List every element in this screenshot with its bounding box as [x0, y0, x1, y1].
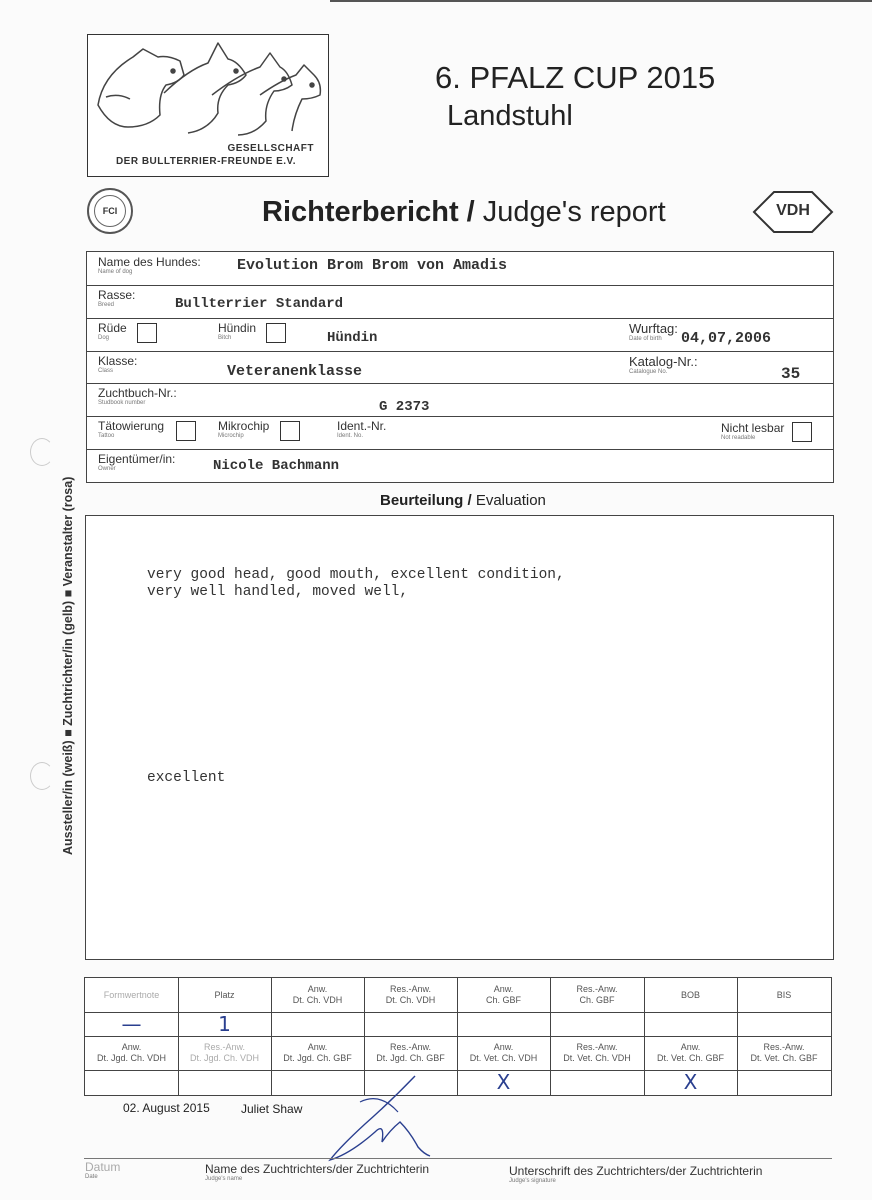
sex-value[interactable]: Hündin — [327, 330, 378, 346]
dob-value[interactable]: 04,07,2006 — [681, 330, 772, 347]
evaluation-heading-light: Evaluation — [471, 492, 546, 509]
evaluation-text-line1: very good head, good mouth, excellent condition, — [147, 567, 565, 583]
evaluation-text-line2: very well handled, moved well, — [147, 584, 409, 600]
row1-value-3[interactable] — [364, 1012, 457, 1036]
fci-icon: FCI — [102, 206, 118, 216]
studbook-value[interactable]: G 2373 — [379, 399, 430, 415]
row1-value-1[interactable]: 1 — [218, 1011, 231, 1036]
report-title-light: Judge's report — [474, 196, 666, 228]
footer-judge-label: Name des Zuchtrichters/der Zuchtrichterin Judge's name — [205, 1162, 430, 1182]
footer-date-value: 02. August 2015 — [123, 1101, 210, 1115]
row2-header-5: Res.-Anw. Dt. Vet. Ch. VDH — [563, 1042, 631, 1063]
scan-top-edge — [330, 0, 872, 2]
class-label: Klasse: Class — [98, 354, 138, 374]
microchip-checkbox[interactable] — [280, 421, 300, 441]
studbook-label: Zuchtbuch-Nr.: Studbook number — [98, 386, 177, 406]
breed-label: Rasse: Breed — [98, 288, 136, 308]
evaluation-heading — [380, 492, 546, 509]
evaluation-grade: excellent — [147, 770, 226, 786]
footer-line — [84, 1158, 832, 1159]
bullterrier-heads-icon — [88, 35, 328, 145]
evaluation-box[interactable] — [85, 515, 834, 960]
report-title — [262, 196, 666, 229]
dog-checkbox[interactable] — [137, 323, 157, 343]
row1-header-4: Anw. Ch. GBF — [485, 984, 521, 1005]
unreadable-label: Nicht lesbar Not readable — [721, 421, 785, 441]
footer-date-label: Datum Date — [85, 1160, 121, 1180]
row2-header-7: Res.-Anw. Dt. Vet. Ch. GBF — [750, 1042, 818, 1063]
row2-value-7[interactable] — [737, 1070, 831, 1095]
logo-text-line2: DER BULLTERRIER-FREUNDE E.V. — [115, 156, 297, 167]
row2-header-0: Anw. Dt. Jgd. Ch. VDH — [96, 1042, 167, 1063]
dog-label: Rüde Dog — [98, 321, 127, 341]
row2-header-6: Anw. Dt. Vet. Ch. GBF — [656, 1042, 725, 1063]
catalogue-label: Katalog-Nr.: Catalogue No. — [629, 354, 698, 375]
row1-header-7: BIS — [776, 989, 792, 1000]
row1-value-5[interactable] — [550, 1012, 644, 1036]
owner-value[interactable]: Nicole Bachmann — [213, 458, 340, 474]
vdh-label: VDH — [776, 202, 810, 219]
report-title-bold: Richterbericht / — [262, 196, 475, 228]
row2-value-1[interactable] — [178, 1070, 271, 1095]
row1-value-7[interactable] — [737, 1012, 831, 1036]
vdh-badge — [752, 190, 834, 234]
punch-hole-top — [30, 438, 54, 466]
row2-header-4: Anw. Dt. Vet. Ch. VDH — [469, 1042, 538, 1063]
evaluation-heading-bold: Beurteilung / — [380, 492, 472, 509]
row1-header-2: Anw. Dt. Ch. VDH — [292, 984, 343, 1005]
row1-value-0[interactable]: — — [121, 1011, 142, 1036]
tattoo-label: Tätowierung Tattoo — [98, 419, 165, 439]
row2-header-2: Anw. Dt. Jgd. Ch. GBF — [283, 1042, 352, 1063]
row1-header-3: Res.-Anw. Dt. Ch. VDH — [385, 984, 436, 1005]
row2-header-3: Res.-Anw. Dt. Jgd. Ch. GBF — [376, 1042, 445, 1063]
row1-header-1: Platz — [214, 989, 235, 1000]
row2-value-6[interactable]: X — [683, 1070, 698, 1094]
row1-header-5: Res.-Anw. Ch. GBF — [576, 984, 618, 1005]
unreadable-checkbox[interactable] — [792, 422, 812, 442]
row1-value-6[interactable] — [644, 1012, 737, 1036]
logo-text-line1: GESELLSCHAFT — [227, 143, 314, 154]
breed-value[interactable]: Bullterrier Standard — [175, 296, 344, 312]
bitch-label: Hündin Bitch — [218, 321, 257, 341]
bitch-checkbox[interactable] — [266, 323, 286, 343]
row1-header-6: BOB — [680, 989, 700, 1000]
row2-value-4[interactable]: X — [496, 1070, 511, 1094]
dob-label: Wurftag: Date of birth — [629, 321, 678, 342]
row1-value-2[interactable] — [271, 1012, 364, 1036]
footer-judge-value: Juliet Shaw — [241, 1102, 303, 1116]
name-label: Name des Hundes: Name of dog — [98, 255, 201, 275]
event-title: 6. PFALZ CUP 2015 — [435, 60, 716, 95]
catalogue-value[interactable]: 35 — [781, 365, 801, 383]
club-logo — [87, 34, 329, 177]
copy-distribution-note: Aussteller/in (weiß) ■ Zuchtrichter/in (gelb) ■ Veranstalter (rosa) — [61, 476, 75, 855]
microchip-label: Mikrochip Microchip — [218, 419, 270, 439]
row2-value-0[interactable] — [85, 1070, 178, 1095]
tattoo-checkbox[interactable] — [176, 421, 196, 441]
row1-value-4[interactable] — [457, 1012, 550, 1036]
owner-label: Eigentümer/in: Owner — [98, 452, 176, 472]
row1-header-0: Formwertnote — [103, 989, 160, 1000]
class-value[interactable]: Veteranenklasse — [227, 363, 363, 380]
event-location: Landstuhl — [447, 100, 573, 132]
dog-name-value[interactable]: Evolution Brom Brom von Amadis — [237, 257, 508, 274]
fci-badge — [87, 188, 133, 234]
row2-header-1: Res.-Anw. Dt. Jgd. Ch. VDH — [189, 1042, 260, 1063]
punch-hole-bottom — [30, 762, 54, 790]
dog-data-form — [86, 251, 834, 483]
footer-signature-label: Unterschrift des Zuchtrichters/der Zuchtrichterin Judge's signature — [509, 1164, 763, 1184]
judge-signature — [320, 1072, 460, 1172]
ident-label: Ident.-Nr. Ident. No. — [337, 419, 387, 439]
row2-value-5[interactable] — [550, 1070, 644, 1095]
